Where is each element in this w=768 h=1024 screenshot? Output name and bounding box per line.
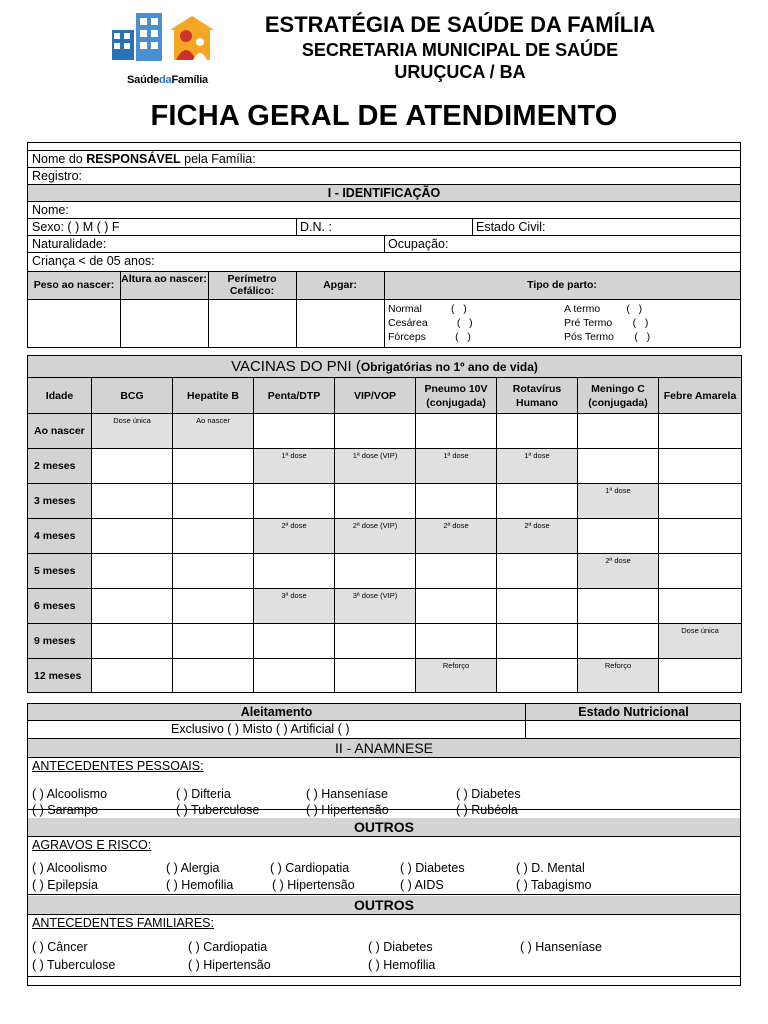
vaccine-dose-cell[interactable] <box>254 449 335 484</box>
familiar-diabetes[interactable]: ( ) Diabetes <box>368 940 433 954</box>
agravo-tabagismo[interactable]: ( ) Tabagismo <box>516 878 592 892</box>
anamnese-heading: II - ANAMNESE <box>28 739 740 758</box>
dose-label: 2ª dose <box>605 556 631 565</box>
col-header-bcg: BCG <box>92 378 173 414</box>
vaccine-dose-cell[interactable] <box>173 624 254 659</box>
vaccine-dose-cell[interactable] <box>173 519 254 554</box>
dose-label: 1ª dose <box>524 451 550 460</box>
dose-label: 1ª dose <box>281 451 307 460</box>
vaccine-dose-cell[interactable] <box>497 449 578 484</box>
vaccine-dose-cell[interactable] <box>416 624 497 659</box>
estado-nutricional-label: Estado Nutricional <box>578 705 689 719</box>
vaccine-dose-cell[interactable] <box>92 519 173 554</box>
sexo-field[interactable]: Sexo: ( ) M ( ) F <box>32 220 120 234</box>
vaccine-dose-cell[interactable] <box>497 414 578 449</box>
familiar-tuberculose[interactable]: ( ) Tuberculose <box>32 958 116 972</box>
agravo-diabetes[interactable]: ( ) Diabetes <box>400 861 465 875</box>
vaccine-row <box>28 414 742 449</box>
vaccine-dose-cell[interactable] <box>335 414 416 449</box>
col-header-vip-vop: VIP/VOP <box>335 378 416 414</box>
vaccine-dose-cell[interactable] <box>173 589 254 624</box>
vaccine-dose-cell[interactable] <box>254 659 335 693</box>
birth-values-row <box>28 300 740 347</box>
parto-normal-option[interactable]: Normal ( ) <box>388 303 467 315</box>
vaccine-dose-cell[interactable] <box>416 589 497 624</box>
crianca-field[interactable]: Criança < de 05 anos: <box>28 253 740 272</box>
familiar-cancer[interactable]: ( ) Câncer <box>32 940 88 954</box>
col-header-pneumo: Pneumo 10V (conjugada) <box>416 378 497 414</box>
vaccine-dose-cell[interactable] <box>335 484 416 519</box>
vaccine-dose-cell[interactable] <box>578 484 659 519</box>
vaccine-header-row <box>28 378 742 414</box>
vaccine-row <box>28 554 742 589</box>
vaccine-dose-cell[interactable] <box>416 449 497 484</box>
vaccine-table <box>27 355 742 693</box>
vaccine-dose-cell[interactable] <box>254 589 335 624</box>
peso-label: Peso ao nascer: <box>33 279 115 291</box>
naturalidade-ocupacao-row <box>28 236 740 253</box>
vaccine-dose-cell[interactable] <box>659 589 742 624</box>
dose-label: Reforço <box>604 661 632 670</box>
vaccine-dose-cell[interactable] <box>92 484 173 519</box>
vaccine-dose-cell[interactable] <box>497 659 578 693</box>
anamnese-section <box>27 703 741 986</box>
vaccine-dose-cell[interactable] <box>416 659 497 693</box>
vaccine-dose-cell[interactable] <box>578 519 659 554</box>
vaccine-dose-cell[interactable] <box>416 519 497 554</box>
pessoal-alcoolismo[interactable]: ( ) Alcoolismo <box>32 787 108 801</box>
dose-label: 2ª dose (VIP) <box>352 521 398 530</box>
dose-label: 3ª dose <box>281 591 307 600</box>
vaccine-dose-cell[interactable] <box>173 449 254 484</box>
agravo-aids[interactable]: ( ) AIDS <box>400 878 444 892</box>
vaccine-row <box>28 484 742 519</box>
vaccine-row <box>28 624 742 659</box>
vaccine-dose-cell[interactable] <box>659 414 742 449</box>
vaccine-row <box>28 589 742 624</box>
header-line-2: SECRETARIA MUNICIPAL DE SAÚDE <box>301 40 619 60</box>
familiar-hanseniase[interactable]: ( ) Hanseníase <box>520 940 602 954</box>
aleitamento-options-row <box>28 721 740 739</box>
vaccine-dose-cell[interactable] <box>335 449 416 484</box>
vaccine-body <box>28 414 742 693</box>
parto-termo-option[interactable]: A termo ( ) <box>564 303 643 315</box>
pessoal-rubeola[interactable]: ( ) Rubéola <box>456 803 518 817</box>
dose-label: Ao nascer <box>196 416 230 425</box>
vaccine-dose-cell[interactable] <box>173 554 254 589</box>
altura-label: Altura ao nascer: <box>121 273 207 285</box>
registro-field[interactable]: Registro: <box>28 168 740 185</box>
vaccine-dose-cell[interactable] <box>335 624 416 659</box>
vaccine-dose-cell[interactable] <box>659 449 742 484</box>
vaccine-dose-cell[interactable] <box>416 414 497 449</box>
vaccine-dose-cell[interactable] <box>416 484 497 519</box>
familiar-hipertensao[interactable]: ( ) Hipertensão <box>188 958 271 972</box>
agravo-hipertensao[interactable]: ( ) Hipertensão <box>272 878 355 892</box>
vaccine-row <box>28 519 742 554</box>
vaccine-dose-cell[interactable] <box>254 554 335 589</box>
vaccine-dose-cell[interactable] <box>92 449 173 484</box>
vaccine-age-cell: 9 meses <box>28 624 92 659</box>
vaccine-dose-cell[interactable] <box>254 519 335 554</box>
dn-field[interactable]: D.N. : <box>300 220 332 234</box>
agravo-d-mental[interactable]: ( ) D. Mental <box>516 861 585 875</box>
agravo-hemofilia[interactable]: ( ) Hemofilia <box>166 878 234 892</box>
vaccine-dose-cell[interactable] <box>335 659 416 693</box>
vaccine-dose-cell[interactable] <box>92 624 173 659</box>
parto-cesarea-option[interactable]: Cesárea ( ) <box>388 317 473 329</box>
tipo-parto-label: Tipo de parto: <box>527 279 597 291</box>
col-header-meningo: Meningo C (conjugada) <box>578 378 659 414</box>
responsavel-field[interactable]: Nome do RESPONSÁVEL pela Família: <box>28 151 740 168</box>
vaccine-dose-cell[interactable] <box>659 554 742 589</box>
col-header-rotavirus: Rotavírus Humano <box>497 378 578 414</box>
vaccine-dose-cell[interactable] <box>173 484 254 519</box>
aleitamento-label: Aleitamento <box>240 705 313 719</box>
naturalidade-field[interactable]: Naturalidade: <box>32 237 107 251</box>
dose-label: Dose única <box>681 626 719 635</box>
antecedentes-familiares-block <box>28 915 740 977</box>
vaccine-dose-cell[interactable] <box>659 659 742 693</box>
ocupacao-field[interactable]: Ocupação: <box>388 237 449 251</box>
parto-pos-termo-option[interactable]: Pós Termo ( ) <box>564 331 651 343</box>
vaccine-dose-cell[interactable] <box>254 414 335 449</box>
dose-label: 1ª dose <box>443 451 469 460</box>
vaccine-dose-cell[interactable] <box>335 589 416 624</box>
agravos-title: AGRAVOS E RISCO: <box>32 838 152 852</box>
vaccine-dose-cell[interactable] <box>659 484 742 519</box>
estado-civil-field[interactable]: Estado Civil: <box>476 220 546 234</box>
dose-label: Reforço <box>442 661 470 670</box>
vaccine-dose-cell[interactable] <box>497 519 578 554</box>
outros-heading-1: OUTROS <box>28 818 740 837</box>
vaccine-age-cell: 2 meses <box>28 449 92 484</box>
pessoal-difteria[interactable]: ( ) Difteria <box>176 787 231 801</box>
pessoal-hanseniase[interactable]: ( ) Hanseníase <box>306 787 388 801</box>
header-line-1: ESTRATÉGIA DE SAÚDE DA FAMÍLIA <box>264 12 656 37</box>
vaccine-title: VACINAS DO PNI (Obrigatórias no 1º ano de vida) <box>28 356 742 378</box>
col-header-penta-dtp: Penta/DTP <box>254 378 335 414</box>
aleitamento-options[interactable]: Exclusivo ( ) Misto ( ) Artificial ( ) <box>171 722 350 736</box>
agravo-alcoolismo[interactable]: ( ) Alcoolismo <box>32 861 108 875</box>
pessoal-sarampo[interactable]: ( ) Sarampo <box>32 803 98 817</box>
dose-label: 2ª dose <box>524 521 550 530</box>
antecedentes-familiares-title: ANTECEDENTES FAMILIARES: <box>32 916 214 930</box>
logo-text: SaúdedaFamília <box>127 74 208 86</box>
vaccine-dose-cell[interactable] <box>254 484 335 519</box>
identification-section <box>27 142 741 348</box>
vaccine-dose-cell[interactable] <box>254 624 335 659</box>
vaccine-dose-cell[interactable] <box>497 484 578 519</box>
agravo-alergia[interactable]: ( ) Alergia <box>166 861 220 875</box>
parto-pre-termo-option[interactable]: Pré Termo ( ) <box>564 317 649 329</box>
antecedentes-pessoais-block <box>28 758 740 817</box>
vaccine-dose-cell[interactable] <box>497 554 578 589</box>
agravo-cardiopatia[interactable]: ( ) Cardiopatia <box>270 861 350 875</box>
vaccine-age-cell: 4 meses <box>28 519 92 554</box>
vaccine-dose-cell[interactable] <box>335 554 416 589</box>
outros-heading-2: OUTROS <box>28 896 740 915</box>
perimetro-label: Perímetro Cefálico: <box>227 273 277 297</box>
vaccine-dose-cell[interactable] <box>92 659 173 693</box>
top-spacer <box>28 143 740 151</box>
agravos-block <box>28 837 740 895</box>
vaccine-dose-cell[interactable] <box>578 659 659 693</box>
pessoal-hipertensao[interactable]: ( ) Hipertensão <box>306 803 389 817</box>
vaccine-title-row <box>28 356 742 378</box>
vaccine-age-cell: 5 meses <box>28 554 92 589</box>
vaccine-age-cell: 3 meses <box>28 484 92 519</box>
sexo-dn-estado-row <box>28 219 740 236</box>
vaccine-dose-cell[interactable] <box>416 554 497 589</box>
vaccine-row <box>28 659 742 693</box>
familiar-hemofilia[interactable]: ( ) Hemofilia <box>368 958 436 972</box>
vaccine-dose-cell[interactable] <box>173 414 254 449</box>
antecedentes-pessoais-title: ANTECEDENTES PESSOAIS: <box>32 759 204 773</box>
vaccine-dose-cell[interactable] <box>92 589 173 624</box>
birth-header-row <box>28 272 740 300</box>
header-line-3: URUÇUCA / BA <box>394 62 526 82</box>
pessoal-diabetes[interactable]: ( ) Diabetes <box>456 787 521 801</box>
vaccine-age-cell: 6 meses <box>28 589 92 624</box>
nome-field[interactable]: Nome: <box>28 202 740 219</box>
vaccine-row <box>28 449 742 484</box>
vaccine-dose-cell[interactable] <box>92 554 173 589</box>
vaccine-age-cell: 12 meses <box>28 659 92 693</box>
identificacao-heading: I - IDENTIFICAÇÃO <box>28 185 740 202</box>
dose-label: 3ª dose (VIP) <box>352 591 398 600</box>
logo-graphic-icon <box>100 8 235 72</box>
page-title: FICHA GERAL DE ATENDIMENTO <box>150 100 618 132</box>
dose-label: 1ª dose (VIP) <box>352 451 398 460</box>
vaccine-dose-cell[interactable] <box>578 554 659 589</box>
apgar-label: Apgar: <box>323 279 357 291</box>
vaccine-dose-cell[interactable] <box>578 414 659 449</box>
dose-label: 2ª dose <box>443 521 469 530</box>
vaccine-dose-cell[interactable] <box>173 659 254 693</box>
saude-da-familia-logo <box>100 8 235 86</box>
vaccine-dose-cell[interactable] <box>497 624 578 659</box>
vaccine-dose-cell[interactable] <box>92 414 173 449</box>
dose-label: 2ª dose <box>281 521 307 530</box>
dose-label: 1ª dose <box>605 486 631 495</box>
aleitamento-header-row <box>28 704 740 721</box>
parto-forceps-option[interactable]: Fórceps ( ) <box>388 331 471 343</box>
col-header-idade: Idade <box>28 378 92 414</box>
vaccine-dose-cell[interactable] <box>497 589 578 624</box>
vaccine-dose-cell[interactable] <box>578 624 659 659</box>
pessoal-tuberculose[interactable]: ( ) Tuberculose <box>176 803 260 817</box>
vaccine-dose-cell[interactable] <box>578 449 659 484</box>
col-header-hepatite-b: Hepatite B <box>173 378 254 414</box>
vaccine-dose-cell[interactable] <box>578 589 659 624</box>
vaccine-dose-cell[interactable] <box>335 519 416 554</box>
col-header-febre-amarela: Febre Amarela <box>659 378 742 414</box>
dose-label: Dose única <box>113 416 151 425</box>
vaccine-dose-cell[interactable] <box>659 624 742 659</box>
agravo-epilepsia[interactable]: ( ) Epilepsia <box>32 878 98 892</box>
familiar-cardiopatia[interactable]: ( ) Cardiopatia <box>188 940 268 954</box>
vaccine-dose-cell[interactable] <box>659 519 742 554</box>
vaccine-age-cell: Ao nascer <box>28 414 92 449</box>
